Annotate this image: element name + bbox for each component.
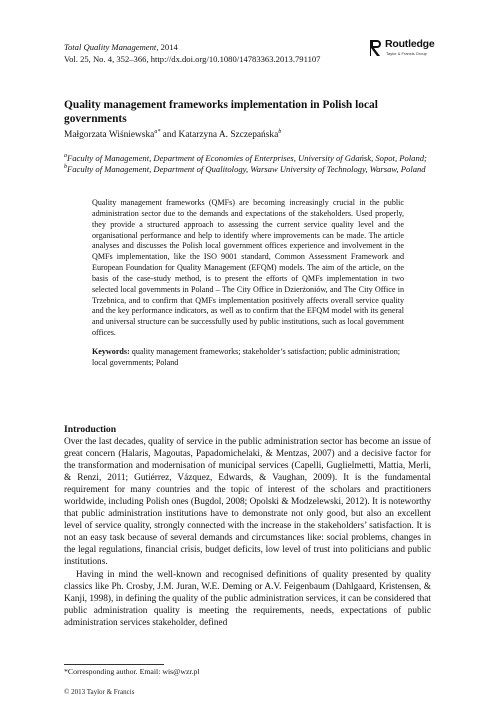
author-line	[64, 129, 434, 141]
journal-name: Total Quality Management	[64, 42, 157, 52]
copyright-notice: © 2013 Taylor & Francis	[64, 688, 135, 696]
affiliation-a: Faculty of Management, Department of Economies of Enterprises, University of Gdańsk, Sopot, Poland;	[67, 153, 427, 163]
keywords-list: quality management frameworks; stakeholder’s satisfaction; public administration; local governments; Poland	[92, 347, 401, 367]
paragraph: Over the last decades, quality of service in the public administration sector has become an issue of great concern (Halaris, Magoutas, Papadomichelaki, & Mentzas, 2007) and a decisive factor for the transformation and modernisation of municipal services (Capelli, Guglielmetti, Mattia, Merli, & Renzi, 2011; Gutiérrez, Vázquez, Edwards, & Vaughan, 2009). It is the fundamental requirement for many countries and the topic of interest of the scholars and practitioners worldwide, including Polish ones (Bugdol, 2008; Opolski & Modzelewski, 2012). It is noteworthy that public administration institutions have to demonstrate not only good, but also an excellent level of service quality, strongly connected with the increase in the stakeholders’ satisfaction. It is not an easy task because of several demands and circumstances like: social problems, changes in the legal regulations, financial crisis, budget deficits, low level of trust into politicians and public institutions.	[64, 437, 431, 568]
citation-doi[interactable]: Vol. 25, No. 4, 352–366, http://dx.doi.org/10.1080/14783363.2013.791107	[64, 54, 321, 64]
author-name: Małgorzata Wiśniewska	[64, 130, 155, 140]
author-conjunction: and	[162, 130, 177, 140]
abstract: Quality management frameworks (QMFs) are becoming increasingly crucial in the public administration sector due to the demands and expectations of the stakeholders. Used properly, they provide a structured approach to assessing the current service quality level and the organisational performance and help to identify where improvements can be made. The article analyses and discusses the Polish local government offices experience and involvement in the QMFs implementation, like the ISO 9001 standard, Common Assessment Framework and European Foundation for Quality Management (EFQM) models. The aim of the article, on the basis of the case-study method, is to present the efforts of QMFs implementation in two selected local governments in Poland – The City Office in Dzierżoniów, and The City Office in Trzebnica, and to confirm that QMFs implementation positively affects overall service quality and the key performance indicators, as well as to confirm that the EFQM model with its general and universal structure can be successfully used by public institutions, such as local government offices.	[92, 198, 404, 338]
author-affil-mark: a*	[154, 129, 161, 135]
routledge-r-icon	[369, 38, 383, 58]
corresponding-author-footnote: *Corresponding author. Email: wis@wzr.pl	[64, 667, 200, 676]
affil-mark: a	[64, 153, 67, 159]
affil-mark: b	[64, 164, 67, 171]
section-heading: Introduction	[64, 424, 117, 435]
publisher-tagline: Taylor & Francis Group	[386, 51, 427, 56]
keywords	[92, 347, 404, 369]
publisher-logo	[369, 36, 439, 62]
publisher-name: Routledge	[385, 38, 435, 50]
journal-year: , 2014	[156, 42, 178, 52]
article-title: Quality management frameworks implementation in Polish local governments	[64, 99, 378, 125]
keywords-label: Keywords:	[92, 347, 130, 356]
author-name: Katarzyna A. Szczepańska	[178, 130, 279, 140]
affiliation-b: Faculty of Management, Department of Qualitology, Warsaw University of Technology, Warsaw, Poland	[67, 164, 426, 175]
footnote-divider	[64, 664, 164, 665]
paragraph: Having in mind the well-known and recognised definitions of quality presented by quality classics like Ph. Crosby, J.M. Juran, W.E. Deming or A.V. Feigenbaum (Dahlgaard, Kristensen, & Kanji, 1998), in defining the quality of the public administration services, it can be considered that public administration quality is meeting the requirements, needs, expectations of public administration services stakeholder, defined	[64, 569, 431, 628]
author-affil-mark: b	[278, 129, 282, 135]
affiliations	[64, 153, 434, 176]
introduction-body	[64, 436, 431, 629]
